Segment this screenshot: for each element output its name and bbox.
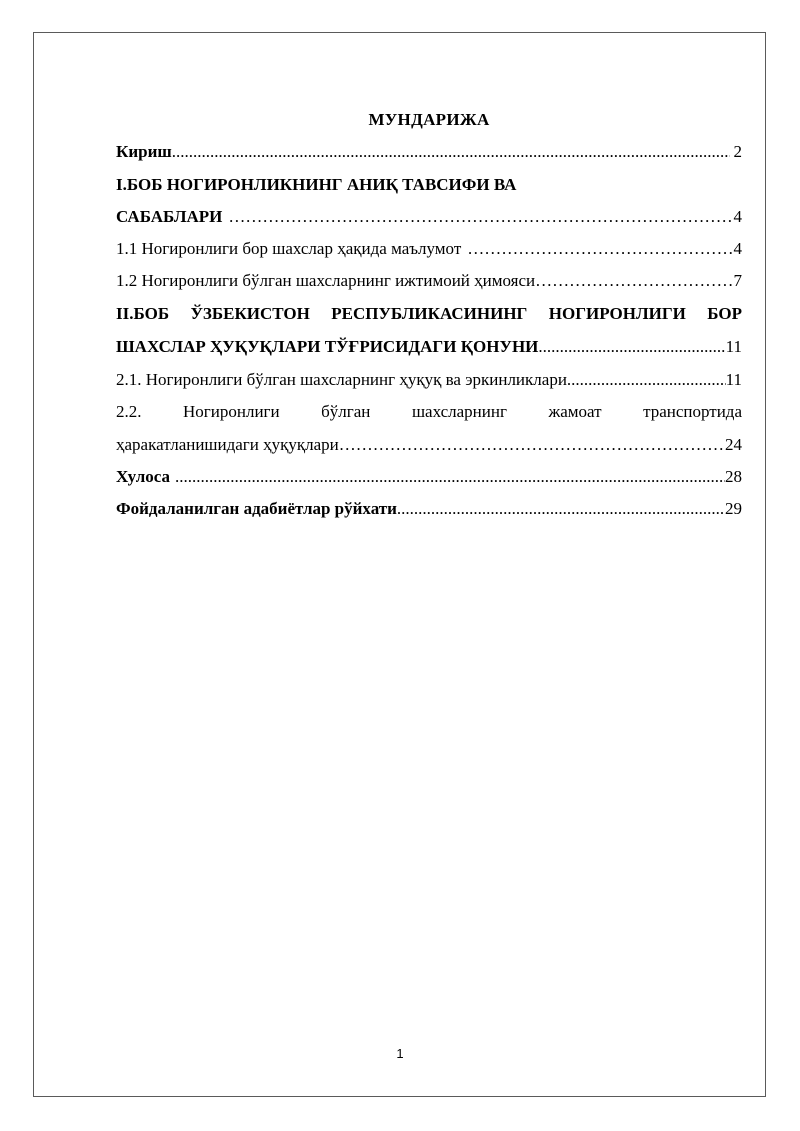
toc-entry-page: 28 <box>725 467 742 486</box>
toc-entry-chapter2-line1[interactable] <box>116 302 742 326</box>
toc-entry-label: II.БОБ ЎЗБЕКИСТОН РЕСПУБЛИКАСИНИНГ НОГИРОНЛИГИ БОР <box>116 304 742 323</box>
dot-leader <box>567 368 726 392</box>
toc-entry-label: Фойдаланилган адабиётлар рўйхати <box>116 499 397 518</box>
toc-entry-page: 11 <box>725 370 742 389</box>
toc-entry-page: 24 <box>725 435 742 454</box>
toc-entry-label: 2.2. Ногиронлиги бўлган шахсларнинг жамоат транспортида <box>116 402 742 421</box>
toc-entry-section-1-2[interactable] <box>116 269 742 293</box>
toc-title: МУНДАРИЖА <box>368 110 490 129</box>
toc-entry-chapter1-line1[interactable] <box>116 173 742 197</box>
dot-leader <box>339 433 725 457</box>
dot-leader <box>461 237 733 261</box>
toc-entry-label: Хулоса <box>116 467 170 486</box>
toc-entry-page: 11 <box>725 337 742 356</box>
toc-entry-label: I.БОБ НОГИРОНЛИКНИНГ АНИҚ ТАВСИФИ ВА <box>116 175 517 194</box>
dot-leader <box>535 269 733 293</box>
toc-entry-section-2-1[interactable] <box>116 368 742 392</box>
toc-entry-references[interactable] <box>116 497 742 521</box>
toc-entry-chapter2[interactable] <box>116 335 742 359</box>
toc-entry-label: САБАБЛАРИ <box>116 207 223 226</box>
dot-leader <box>538 335 725 359</box>
toc-entry-label: 1.1 Ногиронлиги бор шахслар ҳақида маълумот <box>116 239 462 258</box>
toc-entry-label: 2.1. Ногиронлиги бўлган шахсларнинг ҳуқуқ ва эркинликлари <box>116 370 567 389</box>
page-number: 1 <box>396 1046 404 1061</box>
toc-entry-intro[interactable] <box>116 140 742 164</box>
toc-entry-label: 1.2 Ногиронлиги бўлган шахсларнинг ижтимоий ҳимояси <box>116 271 536 290</box>
toc-entry-page: 4 <box>733 239 742 258</box>
toc-entry-label: ҳаракатланишидаги ҳуқуқлари <box>116 435 339 454</box>
toc-entry-page: 4 <box>733 207 742 226</box>
toc-entry-page: 2 <box>733 142 742 161</box>
dot-leader <box>170 465 725 489</box>
toc-entry-section-2-2[interactable] <box>116 433 742 457</box>
toc-entry-section-2-2-line1[interactable] <box>116 400 742 424</box>
dot-leader <box>397 497 725 521</box>
toc-entry-label: ШАХСЛАР ҲУҚУҚЛАРИ ТЎҒРИСИДАГИ ҚОНУНИ <box>116 337 539 356</box>
toc-entry-label: Кириш <box>116 142 172 161</box>
toc-entry-page: 29 <box>725 499 742 518</box>
toc-entry-page: 7 <box>733 271 742 290</box>
dot-leader <box>172 140 730 164</box>
toc-entry-conclusion[interactable] <box>116 465 742 489</box>
toc-entry-section-1-1[interactable] <box>116 237 742 261</box>
toc-entry-chapter1[interactable] <box>116 205 742 229</box>
dot-leader <box>222 205 733 229</box>
